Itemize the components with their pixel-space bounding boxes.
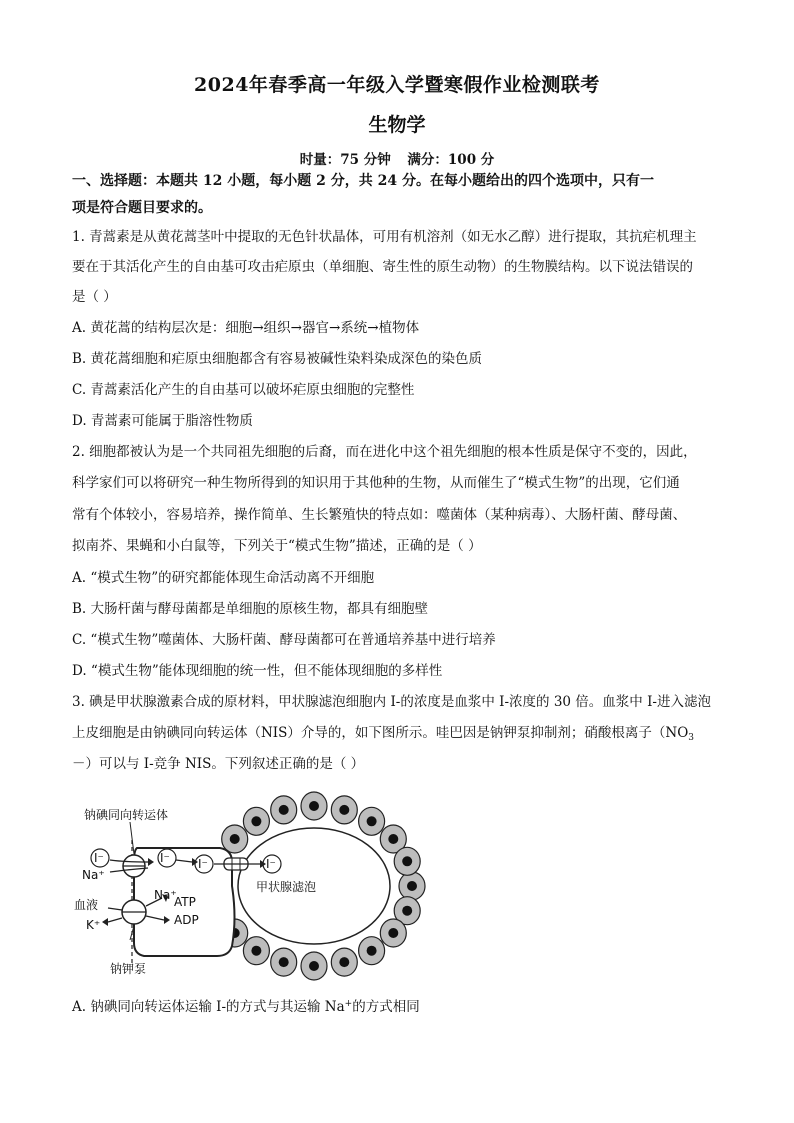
label-blood: 血液 (74, 898, 99, 912)
q1-option-d[interactable]: D. 青蒿素可能属于脂溶性物质 (72, 413, 253, 429)
follicle-cell-ring (222, 792, 425, 980)
q1-option-c[interactable]: C. 青蒿素活化产生的自由基可以破坏疟原虫细胞的完整性 (72, 382, 415, 398)
q1-line3: 是（ ） (72, 289, 117, 305)
q2-option-d[interactable]: D. “模式生物”能体现细胞的统一性，但不能体现细胞的多样性 (72, 663, 443, 679)
cell-nucleus (309, 801, 319, 811)
q3-option-a-text-end: 的方式相同 (352, 999, 420, 1015)
label-iodide-cytoplasm: I⁻ (198, 857, 208, 871)
q3-line1: 3. 碘是甲状腺激素合成的原材料，甲状腺滤泡细胞内 I-的浓度是血浆中 I-浓度的 30 倍。血浆中 I-进入滤泡 (72, 694, 711, 710)
cell-nucleus (279, 957, 289, 967)
q3-line3: －）可以与 I-竞争 NIS。下列叙述正确的是（ ） (72, 756, 365, 772)
label-iodide-outside: I⁻ (94, 851, 104, 865)
exam-meta (0, 148, 794, 168)
q2-line4: 拟南芥、果蝇和小白鼠等，下列关于“模式生物”描述，正确的是（ ） (72, 538, 482, 554)
cell-nucleus (402, 856, 412, 866)
arrow-icon (108, 918, 122, 922)
cell-nucleus (388, 928, 398, 938)
label-nis-transporter: 钠碘同向转运体 (84, 808, 169, 822)
label-iodide-lumen: I⁻ (266, 857, 276, 871)
q3-line2-subscript: 3 (688, 733, 695, 743)
label-pump: 钠钾泵 (110, 962, 147, 976)
q2-line1: 2. 细胞都被认为是一个共同祖先细胞的后裔，而在进化中这个祖先细胞的根本性质是保守不变的，因此， (72, 444, 697, 460)
q2-line3: 常有个体较小，容易培养，操作简单、生长繁殖快的特点如：噬菌体（某种病毒）、大肠杆菌、酵母菌、 (72, 507, 687, 523)
cell-nucleus (339, 957, 349, 967)
label-atp: ATP (174, 895, 196, 909)
q3-line2-text: 上皮细胞是由钠碘同向转运体（NIS）介导的，如下图所示。哇巴因是钠钾泵抑制剂；硝酸根离子（NO (72, 725, 689, 741)
cell-nucleus (279, 805, 289, 815)
cell-nucleus (339, 805, 349, 815)
label-sodium-outside: Na⁺ (82, 868, 105, 882)
section-heading-line2: 项是符合题目要求的。 (72, 200, 212, 216)
label-potassium: K⁺ (86, 918, 101, 932)
cell-nucleus (407, 881, 417, 891)
label-iodide-inside: I⁻ (160, 851, 170, 865)
q2-option-a[interactable]: A. “模式生物”的研究都能体现生命活动离不开细胞 (72, 570, 375, 586)
q2-option-c[interactable]: C. “模式生物”噬菌体、大肠杆菌、酵母菌都可在普通培养基中进行培养 (72, 632, 496, 648)
q1-line2: 要在于其活化产生的自由基可攻击疟原虫（单细胞、寄生性的原生动物）的生物膜结构。以下说法错误的 (72, 259, 693, 275)
q2-option-b[interactable]: B. 大肠杆菌与酵母菌都是单细胞的原核生物，都具有细胞壁 (72, 601, 429, 617)
section-heading (72, 168, 728, 222)
cell-nucleus (367, 946, 377, 956)
q1-option-b[interactable]: B. 黄花蒿细胞和疟原虫细胞都含有容易被碱性染料染成深色的染色质 (72, 351, 483, 367)
q2-line2: 科学家们可以将研究一种生物所得到的知识用于其他种的生物，从而催生了“模式生物”的出现，它们通 (72, 475, 680, 491)
q1-line1: 1. 青蒿素是从黄花蒿茎叶中提取的无色针状晶体，可用有机溶剂（如无水乙醇）进行提取，其抗疟机理主 (72, 229, 697, 245)
cell-nucleus (251, 816, 261, 826)
label-thyroid-follicle: 甲状腺滤泡 (256, 880, 317, 894)
cell-nucleus (367, 816, 377, 826)
q3-option-a-superscript: + (344, 999, 353, 1009)
q3-option-a[interactable] (72, 994, 732, 1017)
subject-title: 生物学 (368, 114, 426, 136)
cell-nucleus (388, 834, 398, 844)
q3-option-a-text: A. 钠碘同向转运体运输 I-的方式与其运输 Na (72, 999, 345, 1015)
score-label: 满分：100 分 (407, 152, 495, 168)
arrow-icon (108, 908, 122, 910)
label-adp: ADP (174, 913, 199, 927)
cell-nucleus (309, 961, 319, 971)
cell-nucleus (251, 946, 261, 956)
q1-option-a[interactable]: A. 黄花蒿的结构层次是：细胞→组织→器官→系统→植物体 (72, 320, 420, 336)
exam-title: 2024年春季高一年级入学暨寒假作业检测联考 (194, 74, 600, 96)
cell-nucleus (230, 834, 240, 844)
time-label: 时量：75 分钟 (299, 152, 391, 168)
q3-line2 (72, 723, 732, 748)
label-sodium-pump: Na⁺ (154, 888, 177, 902)
cell-nucleus (402, 906, 412, 916)
section-heading-line1: 一、选择题：本题共 12 小题，每小题 2 分，共 24 分。在每小题给出的四个选项中，只有一 (72, 173, 654, 189)
thyroid-follicle-figure (72, 788, 432, 988)
